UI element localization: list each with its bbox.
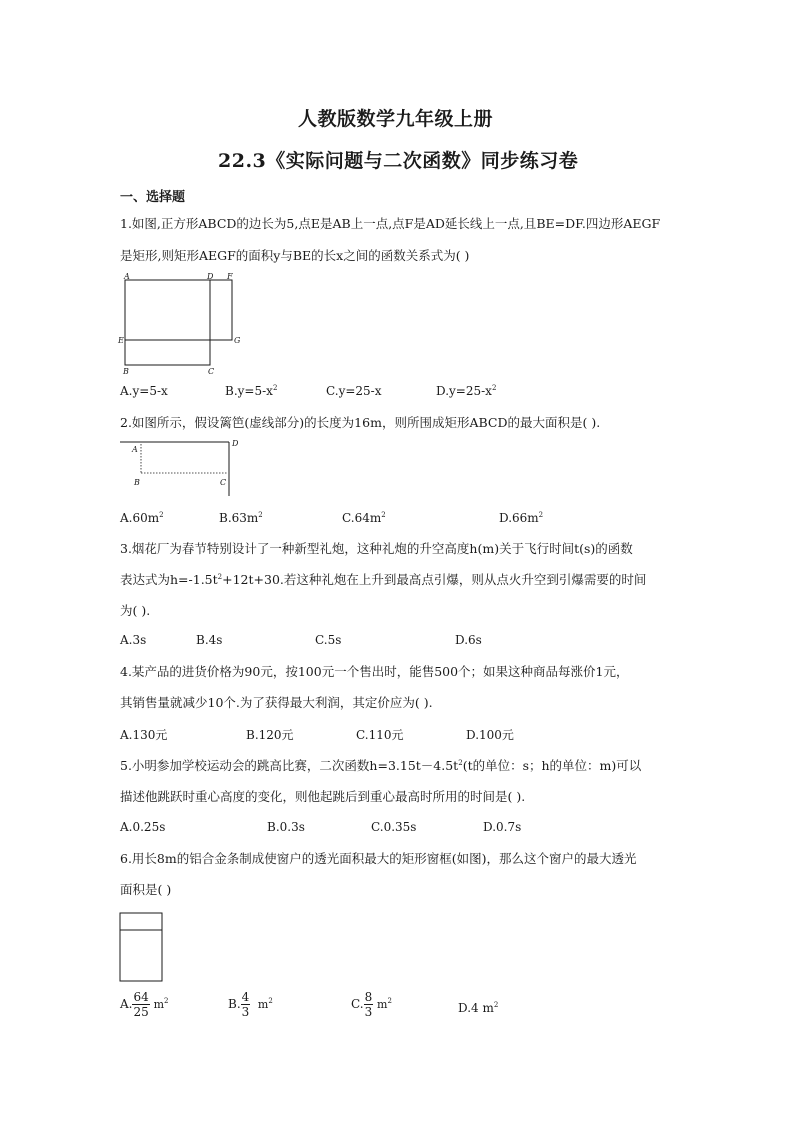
question-1-option-d: $D.y=25-x^2$ [436, 384, 497, 398]
label-b: B [134, 478, 140, 487]
question-1-figure [115, 271, 245, 376]
question-2-option-b: $B.63m^2$ [219, 511, 263, 525]
question-1-line-1: 1.如图,正方形ABCD的边长为5,点E是AB上一点,点F是AD延长线上一点,且BE=DF.四边形AEGF [120, 216, 661, 231]
label-d: D [232, 439, 239, 448]
question-3-line-1: 3.烟花厂为春节特别设计了一种新型礼炮，这种礼炮的升空高度h(m)关于飞行时间t(s)的函数 [120, 541, 633, 556]
question-3-option-b: B.4s [196, 633, 223, 647]
question-6-option-c: C. $\frac{8}{3}$ $m^2$ [351, 990, 392, 1019]
question-2-option-d: $D.66m^2$ [499, 511, 544, 525]
square-abcd [125, 280, 210, 365]
question-3-option-d: D.6s [455, 633, 482, 647]
question-6-line-2: 面积是( ) [120, 882, 172, 897]
question-1-option-a: A.y=5-x [120, 384, 168, 398]
fraction-64-25: $\frac{64}{25}$ [133, 990, 149, 1019]
question-5-option-d: D.0.7s [483, 820, 522, 834]
label-a: A [124, 272, 130, 281]
question-3-option-c: C.5s [315, 633, 342, 647]
question-2-line-1: 2.如图所示，假设篱笆(虚线部分)的长度为16m，则所围成矩形ABCD的最大面积是( ). [120, 415, 601, 430]
label-g: G [234, 336, 241, 345]
question-5-line-2: 描述他跳跃时重心高度的变化，则他起跳后到重心最高时所用的时间是( ). [120, 789, 526, 804]
question-5-option-b: B.0.3s [267, 820, 305, 834]
question-4-option-a: A.130元 [120, 728, 168, 742]
question-2-figure [115, 436, 245, 498]
label-c: C [220, 478, 227, 487]
question-2-option-a: $A.60m^2$ [120, 511, 164, 525]
question-6-option-d: D.4 $m^2$ [458, 1001, 499, 1015]
question-1-option-b: $B.y=5-x^2$ [225, 384, 278, 398]
question-6-option-a: A. $\frac{64}{25}$ $m^2$ [120, 990, 169, 1019]
question-5-line-1: 5.小明参加学校运动会的跳高比赛，二次函数$h=3.15t-4.5t^2(t$的单位：s；h的单位：m)可以 [120, 758, 642, 773]
window-frame [120, 913, 162, 981]
question-3-option-a: A.3s [120, 633, 147, 647]
label-d: D [207, 272, 214, 281]
question-6-line-1: 6.用长8m的铝合金条制成使窗户的透光面积最大的矩形窗框(如图)，那么这个窗户的最大透光 [120, 851, 637, 866]
fraction-4-3: $\frac{4}{3}$ [241, 990, 250, 1019]
fraction-8-3: $\frac{8}{3}$ [364, 990, 373, 1019]
question-4-line-1: 4.某产品的进货价格为90元，按100元一个售出时，能售500个；如果这种商品每涨价1元， [120, 664, 629, 679]
question-5-option-a: A.0.25s [120, 820, 166, 834]
question-3-line-2: 表达式为$h=-1.5t^2+12t+30$.若这种礼炮在上升到最高点引爆，则从点火升空到引爆需要的时间 [120, 572, 647, 587]
label-c: C [208, 367, 215, 376]
label-a: A [132, 445, 138, 454]
question-5-option-c: C.0.35s [371, 820, 417, 834]
question-4-option-d: D.100元 [466, 728, 514, 742]
question-4-line-2: 其销售量就减少10个.为了获得最大利润，其定价应为( ). [120, 695, 433, 710]
label-f: F [227, 272, 233, 281]
question-1-line-2: 是矩形,则矩形AEGF的面积y与BE的长x之间的函数关系式为( ) [120, 248, 470, 263]
section-heading: 一、选择题 [120, 190, 186, 205]
question-4-option-b: B.120元 [246, 728, 294, 742]
question-2-option-c: $C.64m^2$ [342, 511, 386, 525]
rectangle-aegf [125, 280, 232, 340]
label-e: E [118, 336, 124, 345]
question-4-option-c: C.110元 [356, 728, 404, 742]
question-6-option-b: B. $\frac{4}{3}$ $m^2$ [228, 990, 273, 1019]
question-6-window-figure [118, 911, 166, 985]
page-subtitle: 22.3《实际问题与二次函数》同步练习卷 [218, 150, 579, 172]
label-b: B [123, 367, 129, 376]
question-1-option-c: C.y=25-x [326, 384, 382, 398]
page-title: 人教版数学九年级上册 [298, 108, 494, 130]
question-3-line-3: 为( ). [120, 603, 151, 618]
